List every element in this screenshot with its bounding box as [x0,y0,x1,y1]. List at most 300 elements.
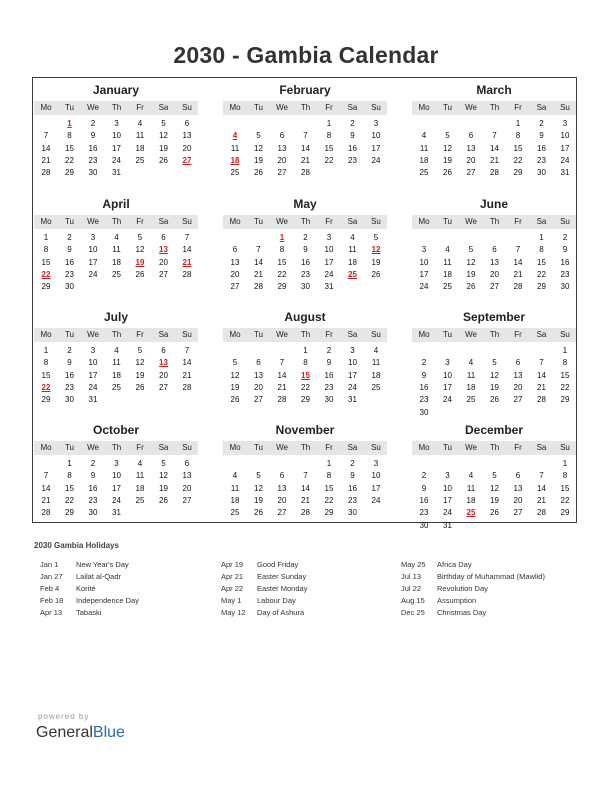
day-cell: 10 [112,471,121,481]
day-cell: 27 [159,269,168,279]
day-cell: 15 [277,257,287,267]
day-cell: 11 [135,471,145,481]
day-cell: 26 [371,269,381,279]
day-cell: 17 [419,269,429,279]
weekday-label: Mo [418,443,430,452]
day-cell: 11 [135,131,145,141]
day-cell: 28 [301,508,310,518]
day-cell: 23 [65,382,74,392]
day-cell: 14 [41,483,51,493]
weekday-label: Fr [514,103,522,112]
day-cell: 1 [326,119,332,128]
day-cell: 18 [112,257,121,267]
brand-blue: Blue [92,724,125,741]
day-cell: 4 [468,471,474,481]
day-cell: 31 [324,282,334,292]
day-cell: 2 [421,471,427,481]
weekday-label: Su [560,443,570,452]
month-october [38,423,194,533]
day-cell: 22 [65,155,74,165]
day-cell: 8 [326,471,332,481]
day-cell: 3 [445,471,450,481]
day-cell: 5 [373,233,379,242]
day-cell: 14 [301,143,310,153]
day-cell: 14 [182,245,192,255]
day-cell: 7 [43,471,49,481]
day-cell: 6 [468,131,474,141]
day-cell: 1 [515,119,521,128]
day-cell: 20 [513,382,523,392]
day-cell: 23 [324,382,334,392]
day-cell: 26 [490,508,499,518]
day-cell: 24 [371,155,381,165]
weekday-label: Mo [40,443,52,452]
day-cell: 22 [537,269,546,279]
day-cell: 28 [277,395,287,405]
day-cell: 25 [466,395,476,405]
weekday-label: Fr [136,443,144,452]
day-cell: 24 [560,155,570,165]
day-cell: 9 [90,131,96,141]
day-cell: 12 [490,370,499,380]
weekday-label: Su [182,443,192,452]
day-cell: 29 [324,508,334,518]
day-cell: 23 [88,495,98,505]
weekday-label: Su [182,217,192,226]
day-cell: 10 [88,245,98,255]
day-cell: 17 [371,143,381,153]
weekday-label: Tu [253,103,264,112]
month-november [227,423,383,533]
day-cell: 25 [135,495,145,505]
day-cell: 13 [277,483,287,493]
month-july [38,310,194,420]
month-name: December [464,423,524,437]
day-cell: 6 [515,358,521,368]
holiday-date: Jan 27 [40,572,63,581]
day-cell: 8 [562,471,568,481]
day-cell: 13 [513,370,523,380]
day-cell: 18 [419,155,429,165]
day-cell: 26 [254,508,263,518]
holiday-day-cell: 19 [135,257,145,267]
day-cell: 3 [373,459,379,468]
day-cell: 2 [421,358,427,368]
month-name: February [279,83,331,97]
weekday-label: Sa [536,217,547,226]
weekday-label: Th [489,217,500,226]
weekday-label: Sa [536,443,547,452]
weekday-label: Mo [229,443,241,452]
day-cell: 5 [137,233,143,242]
day-cell: 1 [43,233,49,242]
holiday-date: Jan 1 [40,560,59,569]
day-cell: 16 [88,143,98,153]
day-cell: 21 [537,495,546,505]
day-cell: 28 [537,395,546,405]
weekday-label: Su [182,330,192,339]
day-cell: 26 [159,495,168,505]
holiday-name: Assumption [437,596,477,605]
day-cell: 27 [277,508,287,518]
day-cell: 3 [350,346,355,355]
weekday-label: Fr [325,103,333,112]
powered-by-label: powered by [38,712,90,721]
weekday-label: Mo [229,330,241,339]
holiday-day-cell: 13 [159,358,168,368]
holiday-name: Tabaski [76,608,102,617]
weekday-label: Su [560,217,570,226]
day-cell: 26 [230,395,240,405]
day-cell: 15 [65,483,74,493]
day-cell: 13 [182,131,192,141]
day-cell: 19 [490,382,499,392]
day-cell: 14 [537,483,546,493]
day-cell: 10 [88,358,98,368]
weekday-label: Th [300,217,311,226]
day-cell: 29 [65,508,74,518]
day-cell: 24 [443,508,452,518]
weekday-label: We [276,330,288,339]
day-cell: 1 [562,459,568,468]
day-cell: 5 [137,346,143,355]
weekday-label: Mo [40,217,52,226]
day-cell: 8 [43,358,49,368]
holiday-day-cell: 1 [279,233,285,242]
holiday-date: May 25 [401,560,426,569]
day-cell: 6 [279,471,285,481]
day-cell: 11 [466,370,476,380]
day-cell: 10 [112,131,121,141]
day-cell: 26 [490,395,499,405]
holiday-name: New Year's Day [76,560,129,569]
day-cell: 15 [41,370,51,380]
day-cell: 19 [371,257,381,267]
weekday-label: Mo [418,217,430,226]
day-cell: 28 [254,282,263,292]
holiday-name: Easter Sunday [257,572,307,581]
day-cell: 20 [466,155,476,165]
holiday-day-cell: 18 [230,155,240,165]
day-cell: 31 [88,395,98,405]
weekday-label: We [465,103,477,112]
weekday-label: Sa [347,217,358,226]
day-cell: 11 [230,483,240,493]
day-cell: 15 [324,483,334,493]
day-cell: 7 [515,245,521,255]
day-cell: 4 [468,358,474,368]
day-cell: 29 [41,282,51,292]
weekday-label: Fr [325,443,333,452]
day-cell: 12 [466,257,476,267]
day-cell: 6 [232,245,238,255]
day-cell: 17 [348,370,357,380]
day-cell: 25 [230,508,240,518]
day-cell: 12 [159,131,168,141]
day-cell: 21 [513,269,523,279]
day-cell: 13 [466,143,476,153]
day-cell: 4 [350,233,355,242]
day-cell: 31 [443,520,452,530]
day-cell: 13 [513,483,523,493]
holiday-name: Africa Day [437,560,472,569]
weekday-label: Sa [158,103,169,112]
day-cell: 7 [256,245,261,255]
day-cell: 18 [371,370,381,380]
day-cell: 29 [537,282,546,292]
day-cell: 6 [515,471,521,481]
day-cell: 12 [135,245,145,255]
day-cell: 19 [254,155,263,165]
day-cell: 27 [254,395,263,405]
day-cell: 11 [466,483,476,493]
day-cell: 15 [65,143,74,153]
day-cell: 17 [443,495,452,505]
day-cell: 7 [43,131,49,141]
day-cell: 13 [277,143,287,153]
holiday-name: Korité [76,584,96,593]
weekday-label: We [465,443,477,452]
weekday-label: Tu [64,330,75,339]
day-cell: 14 [490,143,499,153]
day-cell: 16 [324,370,334,380]
day-cell: 17 [88,370,98,380]
day-cell: 25 [112,382,121,392]
day-cell: 21 [301,495,310,505]
weekday-label: Th [489,443,500,452]
month-september [416,310,572,420]
day-cell: 9 [303,245,308,255]
day-cell: 9 [67,358,72,368]
month-may [227,197,383,307]
day-cell: 8 [279,245,285,255]
weekday-label: Su [371,103,381,112]
day-cell: 10 [371,131,381,141]
day-cell: 3 [373,119,379,128]
day-cell: 22 [560,382,570,392]
day-cell: 25 [112,269,121,279]
day-cell: 29 [301,395,310,405]
day-cell: 16 [65,257,74,267]
day-cell: 3 [326,233,332,242]
holiday-name: Lailat al-Qadr [76,572,122,581]
weekday-label: Mo [418,330,430,339]
day-cell: 26 [443,168,452,178]
weekday-label: We [465,330,477,339]
day-cell: 25 [419,168,429,178]
day-cell: 14 [537,370,546,380]
day-cell: 27 [490,282,499,292]
day-cell: 5 [445,131,450,141]
day-cell: 9 [326,358,332,368]
day-cell: 12 [254,143,263,153]
day-cell: 30 [65,395,74,405]
day-cell: 5 [232,358,238,368]
month-name: June [479,197,508,211]
day-cell: 2 [562,233,568,242]
day-cell: 11 [112,358,121,368]
day-cell: 8 [303,358,308,368]
day-cell: 7 [539,471,544,481]
month-name: May [293,197,317,211]
day-cell: 21 [277,382,287,392]
day-cell: 9 [350,471,355,481]
month-february [227,83,383,193]
day-cell: 14 [513,257,523,267]
weekday-label: Sa [347,103,358,112]
month-name: April [102,197,130,211]
day-cell: 7 [279,358,285,368]
weekday-label: Fr [514,217,522,226]
day-cell: 21 [537,382,546,392]
day-cell: 27 [466,168,476,178]
weekday-label: Fr [325,330,333,339]
weekday-label: Su [371,443,381,452]
day-cell: 28 [513,282,523,292]
day-cell: 7 [539,358,544,368]
day-cell: 27 [513,508,523,518]
holiday-date: Apr 13 [40,608,63,617]
day-cell: 13 [182,471,192,481]
day-cell: 29 [65,168,74,178]
day-cell: 27 [513,395,523,405]
day-cell: 16 [419,382,429,392]
day-cell: 20 [182,483,192,493]
day-cell: 30 [88,168,98,178]
day-cell: 22 [513,155,523,165]
day-cell: 15 [41,257,51,267]
month-name: March [476,83,512,97]
month-december [416,423,572,533]
day-cell: 1 [562,346,568,355]
weekday-label: Th [111,330,122,339]
day-cell: 2 [90,459,96,468]
day-cell: 6 [256,358,261,368]
day-cell: 2 [350,459,355,468]
day-cell: 22 [65,495,74,505]
day-cell: 10 [560,131,570,141]
day-cell: 9 [350,131,355,141]
day-cell: 8 [67,471,72,481]
weekday-label: Sa [347,443,358,452]
holiday-date: Jul 22 [401,584,422,593]
month-june [416,197,572,307]
weekday-label: Fr [514,443,522,452]
weekday-label: We [276,443,288,452]
day-cell: 31 [112,168,121,178]
day-cell: 20 [513,495,523,505]
day-cell: 23 [301,269,310,279]
weekday-label: Sa [158,443,169,452]
day-cell: 12 [159,471,168,481]
day-cell: 21 [490,155,499,165]
day-cell: 15 [537,257,546,267]
weekday-label: We [87,103,99,112]
day-cell: 26 [254,168,263,178]
day-cell: 20 [277,155,287,165]
day-cell: 16 [560,257,570,267]
weekday-label: Th [300,103,311,112]
holiday-day-cell: 1 [67,119,72,128]
day-cell: 17 [560,143,570,153]
day-cell: 4 [137,119,143,128]
day-cell: 20 [230,269,240,279]
day-cell: 18 [135,143,145,153]
weekday-label: Mo [229,103,241,112]
day-cell: 21 [301,155,310,165]
page-title: 2030 - Gambia Calendar [173,42,439,68]
day-cell: 3 [114,459,119,468]
day-cell: 24 [419,282,429,292]
day-cell: 6 [492,245,497,255]
holiday-name: Birthday of Muhammad (Mawlid) [437,572,545,581]
day-cell: 18 [466,382,476,392]
month-january [38,83,194,193]
month-name: August [284,310,326,324]
day-cell: 27 [182,495,192,505]
day-cell: 24 [88,269,98,279]
day-cell: 29 [560,395,570,405]
weekday-label: Tu [253,217,264,226]
day-cell: 19 [159,483,168,493]
holiday-name: Independence Day [76,596,139,605]
day-cell: 31 [560,168,570,178]
day-cell: 4 [114,233,119,242]
weekday-label: Fr [136,330,144,339]
holiday-day-cell: 15 [301,370,310,380]
day-cell: 2 [539,119,544,128]
day-cell: 9 [562,245,568,255]
holiday-day-cell: 22 [41,269,51,279]
day-cell: 19 [230,382,240,392]
day-cell: 31 [348,395,357,405]
weekday-label: Mo [229,217,241,226]
day-cell: 4 [421,131,427,141]
day-cell: 9 [67,245,72,255]
day-cell: 17 [112,143,121,153]
weekday-label: Su [182,103,192,112]
weekday-label: Sa [347,330,358,339]
day-cell: 27 [277,168,287,178]
day-cell: 19 [443,155,452,165]
day-cell: 3 [562,119,568,128]
day-cell: 5 [256,471,261,481]
day-cell: 15 [560,370,570,380]
weekday-label: We [276,217,288,226]
day-cell: 24 [443,395,452,405]
day-cell: 7 [492,131,497,141]
month-april [38,197,194,307]
weekday-label: We [87,217,99,226]
month-name: September [462,310,526,324]
day-cell: 3 [114,119,119,128]
day-cell: 11 [112,245,121,255]
day-cell: 14 [301,483,310,493]
day-cell: 26 [159,155,168,165]
holiday-name: Good Friday [257,560,299,569]
day-cell: 23 [560,269,570,279]
month-august [227,310,383,420]
day-cell: 4 [445,245,450,255]
day-cell: 23 [419,395,429,405]
day-cell: 17 [88,257,98,267]
month-name: July [103,310,128,324]
day-cell: 17 [443,382,452,392]
day-cell: 28 [537,508,546,518]
day-cell: 2 [350,119,355,128]
month-march [416,83,572,193]
day-cell: 28 [41,168,51,178]
